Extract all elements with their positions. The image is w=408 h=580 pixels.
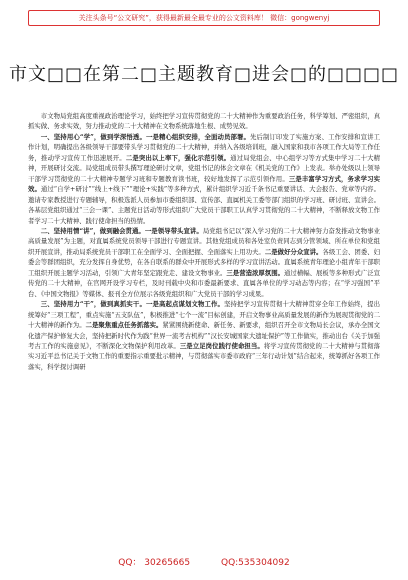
document-title: 市文□□在第二□主题教育□进会□的□□□□ [8, 64, 400, 85]
paragraph: 二、坚持用情“讲”，做到融会贯通。一是领导带头宣讲。局党组书记以“深入学习党的二十大精神努力奋发推动文物事业高质量发展”为主题，对直属系统党员领导干部进行专题宣讲。其他党组成员和各处室负责同志到分管领域、所在单位和党组织开展宣讲，推动局系统党员干部职工在全面学习、全面把握、全面落实上用功夫。二是做好分众宣讲。各级工会、团委、妇委会等群团组织，充分发挥自身优势，在各自联系的群众中开展形式多样的学习宣讲活动。直属系统青年理论小组青年干部职工组织开展主题学习活动，引领广大青年坚定跟党走、建设文物事业。三是营造浓厚氛围。通过横幅、展板等多种形式广泛宣传党的二十大精神，在官网开设学习专栏，及时刊载中央和市委最新要求、直属各单位的学习动态等内容；在“学习强国”平台、《中国文物报》等媒体、报刊全方位展示各级党组织和广大党员干部的学习成果。 [28, 226, 380, 298]
footer-qq: QQ： 30265665 [118, 558, 191, 568]
footer-qq-secondary: QQ:535304092 [220, 558, 290, 568]
paragraph: 三、坚持用力“干”，做到真抓实干。一是高起点谋划文物工作。坚持把学习宣传贯彻十大精神贯穿全年工作始终，提出统筹好“三项工程”，重点实施“五支队伍”，积极推进“七个一流”目标创建，开启文物事业高质量发展的新作为展现贯彻党的二十大精神的新作为。二是聚焦重点任务抓落实。紧紧围绕新使命、新任务、新要求，组织召开全市文物局长会议，承办全国文化遗产保护修复大会，坚持把新时代作为践“世界一流考古机构”“汉长安城国家大遗址保护”等工作做实，推动出台《关于加强考古工作的实施意见》，不断深化文物保护利用改革。三是立足岗位践行使命担当。将学习宣传贯彻党的二十大精神与贯彻落实习近平总书记关于文物工作的重要指示重要批示精神，与贯彻落实市委市政府“三年行动计划”结合起来，统筹抓好各项工作落实，科学探讨调研 [28, 300, 380, 371]
header-banner: 关注头条号“公文研究”，获得最新最全最专业的公文资料库！ 微信：gongwenyj [28, 10, 380, 26]
footer-contacts [0, 555, 408, 568]
paragraph: 一、坚持用心“学”，做到学深悟透。一是精心组织安排，全面动员部署。先后制订印发了实施方案、工作安排和宣讲工作计划，明确提出各级领导干部要带头学习贯彻党的二十大精神，并纳入各级培训班，融入国家和我市各项工作大局等工作任务，推动学习宣传工作迅速展开。二是突出以上率下，强化示范引领。通过局党组会、中心组学习等方式集中学习二十大精神，开展研讨交流。局党组成员带头撰写理论研讨文章，党组书记的体会文章在《机关党的工作》上发表。举办处级以上领导干部学习贯彻党的二十大精神专题学习班和专题教育读书班，较好地发挥了示范引领作用。三是丰富学习方式，务求学习实效。通过“自学+研讨”“线上+线下”“理论+实践”等多种方式，累计组织学习近千条书记重要讲话、大会报告、党章等内容。邀请专家教授进行专题辅导，积极选派人员参加市委组织部、宣传部、直属机关工委等部门组织的学习班、研讨班、宣讲会。各基层党组织通过“三会一课”、主题党日活动等形式组织广大党员干部职工认真学习贯彻党的二十大精神，不断释放文物工作者学习二十大精神、践行使命担当的热情。 [28, 132, 380, 225]
paragraph: 市文物局党组高度重视政治理论学习，始终把学习宣传贯彻党的二十大精神作为重要政治任务，科学筹划、严密组织，真抓实做、务求实效，努力推动党的二十大精神在文物系统落地生根、成势见效。 [28, 112, 380, 131]
document-body [28, 111, 380, 546]
